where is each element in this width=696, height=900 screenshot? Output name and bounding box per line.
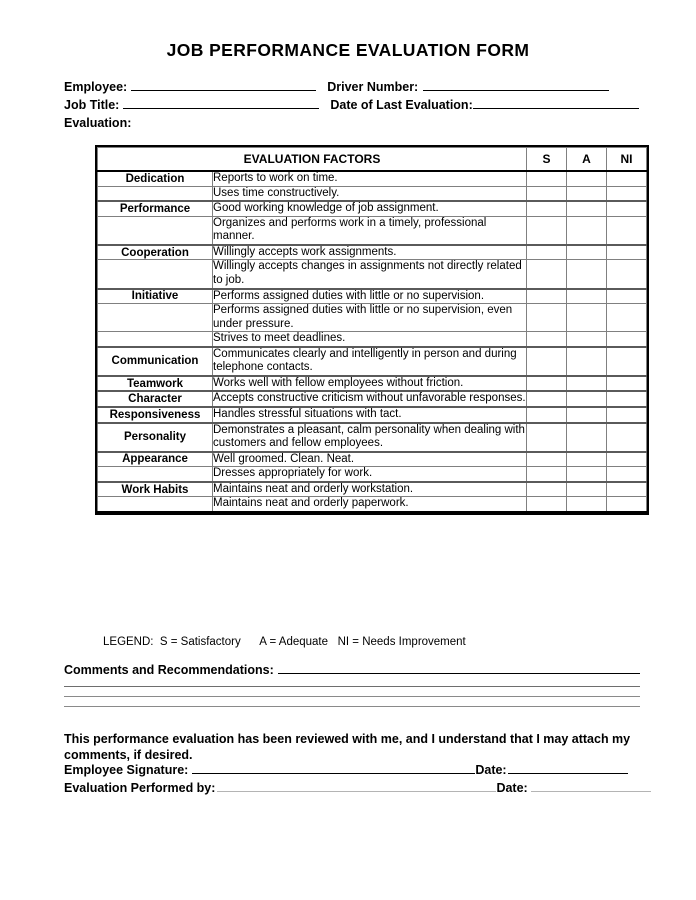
rating-cell-ni[interactable] [607, 407, 647, 423]
driver-number-input[interactable] [423, 81, 609, 91]
rating-cell-ni[interactable] [607, 304, 647, 332]
row-factor: Strives to meet deadlines. [213, 332, 527, 347]
comments-input-line-1[interactable] [278, 664, 640, 674]
rating-cell-s[interactable] [527, 216, 567, 245]
row-category [98, 186, 213, 201]
rating-cell-a[interactable] [567, 407, 607, 423]
rating-cell-ni[interactable] [607, 186, 647, 201]
performed-by-row [64, 781, 640, 795]
row-factor: Performs assigned duties with little or no supervision. [213, 289, 527, 304]
table-row [98, 260, 647, 289]
row-factor: Good working knowledge of job assignment. [213, 201, 527, 216]
comments-header-row [64, 663, 640, 677]
rating-cell-ni[interactable] [607, 216, 647, 245]
driver-number-label: Driver Number: [327, 80, 419, 94]
rating-cell-a[interactable] [567, 347, 607, 376]
evaluation-label: Evaluation: [64, 116, 132, 130]
table-row [98, 407, 647, 423]
date-of-last-evaluation-label: Date of Last Evaluation: [330, 98, 473, 112]
row-category: Initiative [98, 289, 213, 304]
rating-cell-a[interactable] [567, 376, 607, 392]
rating-cell-a[interactable] [567, 201, 607, 216]
table-row [98, 497, 647, 512]
rating-cell-s[interactable] [527, 347, 567, 376]
signature-section [64, 763, 640, 799]
job-title-input[interactable] [123, 99, 319, 109]
date-of-last-evaluation-input[interactable] [473, 99, 639, 109]
rating-cell-s[interactable] [527, 497, 567, 512]
row-category [98, 260, 213, 289]
row-category: Character [98, 391, 213, 407]
table-row [98, 452, 647, 467]
row-factor: Well groomed. Clean. Neat. [213, 452, 527, 467]
rating-cell-a[interactable] [567, 245, 607, 260]
rating-cell-a[interactable] [567, 332, 607, 347]
header-evaluation-factors: EVALUATION FACTORS [98, 148, 527, 172]
rating-cell-a[interactable] [567, 289, 607, 304]
row-factor: Organizes and performs work in a timely, professional manner. [213, 216, 527, 245]
employee-row [64, 80, 640, 94]
rating-cell-ni[interactable] [607, 497, 647, 512]
review-statement: This performance evaluation has been reviewed with me, and I understand that I may attach my comments, if desired. [64, 732, 631, 762]
job-title-row [64, 98, 640, 112]
table-head [98, 148, 647, 172]
row-factor: Works well with fellow employees without friction. [213, 376, 527, 392]
rating-cell-ni[interactable] [607, 201, 647, 216]
rating-cell-s[interactable] [527, 289, 567, 304]
rating-cell-a[interactable] [567, 467, 607, 482]
row-factor: Willingly accepts changes in assignments not directly related to job. [213, 260, 527, 289]
table-body [98, 171, 647, 512]
rating-cell-ni[interactable] [607, 289, 647, 304]
row-category: Responsiveness [98, 407, 213, 423]
comments-section [64, 663, 640, 707]
row-category: Appearance [98, 452, 213, 467]
performed-by-label: Evaluation Performed by: [64, 781, 216, 795]
employee-signature-input[interactable] [192, 764, 475, 774]
row-factor: Accepts constructive criticism without unfavorable responses. [213, 391, 527, 407]
row-factor: Maintains neat and orderly workstation. [213, 482, 527, 497]
rating-cell-a[interactable] [567, 452, 607, 467]
row-factor: Reports to work on time. [213, 171, 527, 186]
header-ni: NI [607, 148, 647, 172]
evaluation-table-frame [95, 145, 649, 515]
row-category [98, 216, 213, 245]
row-category: Teamwork [98, 376, 213, 392]
row-category: Cooperation [98, 245, 213, 260]
rating-cell-ni[interactable] [607, 260, 647, 289]
rating-cell-s[interactable] [527, 304, 567, 332]
rating-cell-a[interactable] [567, 423, 607, 452]
table-row [98, 391, 647, 407]
row-category: Performance [98, 201, 213, 216]
rating-cell-a[interactable] [567, 171, 607, 186]
table-header-row [98, 148, 647, 172]
row-category [98, 304, 213, 332]
employee-input[interactable] [131, 81, 316, 91]
table-row [98, 289, 647, 304]
rating-cell-s[interactable] [527, 482, 567, 497]
rating-cell-s[interactable] [527, 452, 567, 467]
table-row [98, 216, 647, 245]
rating-cell-ni[interactable] [607, 332, 647, 347]
table-row [98, 347, 647, 376]
row-category: Dedication [98, 171, 213, 186]
rating-cell-ni[interactable] [607, 423, 647, 452]
performed-by-date-input[interactable] [531, 782, 651, 792]
rating-cell-ni[interactable] [607, 467, 647, 482]
row-category: Work Habits [98, 482, 213, 497]
header-a: A [567, 148, 607, 172]
rating-cell-s[interactable] [527, 376, 567, 392]
table-row [98, 423, 647, 452]
rating-cell-ni[interactable] [607, 482, 647, 497]
rating-cell-s[interactable] [527, 245, 567, 260]
rating-cell-a[interactable] [567, 482, 607, 497]
rating-cell-s[interactable] [527, 201, 567, 216]
table-row [98, 467, 647, 482]
row-factor: Performs assigned duties with little or no supervision, even under pressure. [213, 304, 527, 332]
rating-cell-a[interactable] [567, 186, 607, 201]
rating-cell-s[interactable] [527, 423, 567, 452]
employee-date-label: Date: [475, 763, 507, 777]
rating-cell-a[interactable] [567, 304, 607, 332]
row-factor: Uses time constructively. [213, 186, 527, 201]
row-factor: Dresses appropriately for work. [213, 467, 527, 482]
rating-cell-ni[interactable] [607, 452, 647, 467]
rating-cell-ni[interactable] [607, 245, 647, 260]
rating-cell-s[interactable] [527, 467, 567, 482]
employee-signature-label: Employee Signature: [64, 763, 189, 777]
evaluation-table-wrapper [95, 145, 644, 520]
table-row [98, 482, 647, 497]
employee-label: Employee: [64, 80, 128, 94]
legend: LEGEND: S = Satisfactory A = Adequate NI = Needs Improvement [103, 636, 466, 648]
rating-cell-a[interactable] [567, 216, 607, 245]
row-category [98, 332, 213, 347]
header-s: S [527, 148, 567, 172]
row-category [98, 497, 213, 512]
row-factor: Handles stressful situations with tact. [213, 407, 527, 423]
evaluation-table [97, 147, 647, 513]
rating-cell-s[interactable] [527, 332, 567, 347]
performed-by-input[interactable] [217, 782, 496, 792]
rating-cell-s[interactable] [527, 186, 567, 201]
rating-cell-a[interactable] [567, 497, 607, 512]
table-row [98, 304, 647, 332]
page-title: JOB PERFORMANCE EVALUATION FORM [166, 40, 530, 60]
rating-cell-s[interactable] [527, 171, 567, 186]
performed-by-date-label: Date: [496, 781, 528, 795]
table-row [98, 186, 647, 201]
rating-cell-ni[interactable] [607, 376, 647, 392]
comments-label: Comments and Recommendations: [64, 663, 274, 677]
employee-signature-row [64, 763, 640, 777]
rating-cell-s[interactable] [527, 407, 567, 423]
table-row [98, 332, 647, 347]
rating-cell-ni[interactable] [607, 347, 647, 376]
table-row [98, 376, 647, 392]
employee-date-input[interactable] [508, 764, 628, 774]
table-row [98, 171, 647, 186]
comments-input-line-2[interactable] [64, 686, 640, 687]
table-row [98, 201, 647, 216]
row-factor: Willingly accepts work assignments. [213, 245, 527, 260]
evaluation-row [64, 116, 640, 130]
rating-cell-a[interactable] [567, 391, 607, 407]
row-category: Personality [98, 423, 213, 452]
comments-input-line-3[interactable] [64, 696, 640, 697]
row-factor: Communicates clearly and intelligently in person and during telephone contacts. [213, 347, 527, 376]
row-factor: Maintains neat and orderly paperwork. [213, 497, 527, 512]
row-category [98, 467, 213, 482]
row-factor: Demonstrates a pleasant, calm personality when dealing with customers and fellow employees. [213, 423, 527, 452]
rating-cell-a[interactable] [567, 260, 607, 289]
rating-cell-s[interactable] [527, 391, 567, 407]
row-category: Communication [98, 347, 213, 376]
job-title-label: Job Title: [64, 98, 120, 112]
rating-cell-ni[interactable] [607, 391, 647, 407]
comments-input-line-4[interactable] [64, 706, 640, 707]
rating-cell-s[interactable] [527, 260, 567, 289]
table-row [98, 245, 647, 260]
header-fields [64, 80, 640, 134]
rating-cell-ni[interactable] [607, 171, 647, 186]
